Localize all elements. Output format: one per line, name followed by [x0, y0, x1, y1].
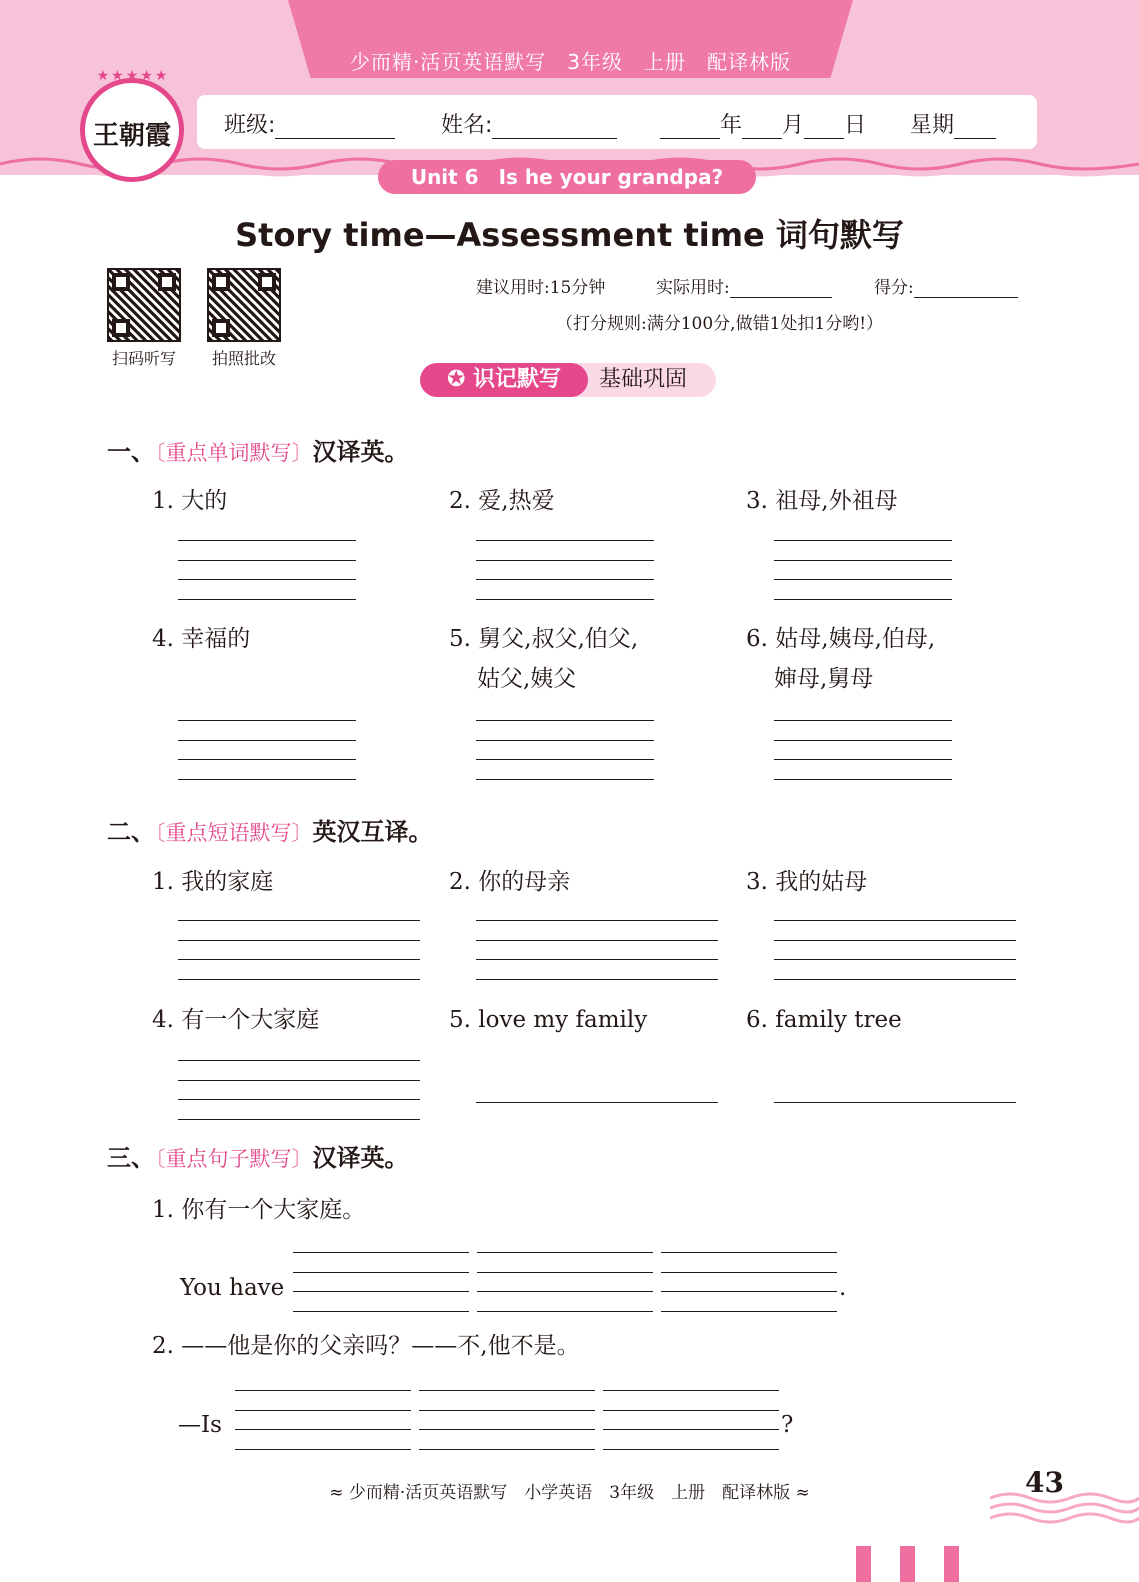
q2-item-2: 2. 你的母亲 [449, 869, 571, 895]
q1-answer-6[interactable] [774, 720, 952, 780]
page-number: 43 [1025, 1466, 1064, 1499]
q3-answer-2a[interactable] [235, 1390, 411, 1450]
weekday-field[interactable] [910, 108, 996, 139]
q3-end-1: . [839, 1275, 847, 1301]
q1-item-4: 4. 幸福的 [152, 626, 251, 652]
footer-text: ≈ 少而精·活页英语默写 小学英语 3年级 上册 配译林版 ≈ [329, 1483, 810, 1503]
q3-heading [107, 1138, 409, 1173]
q1-instruction: 汉译英。 [312, 438, 409, 466]
q1-item-6-line2: 婶母,舅母 [774, 666, 874, 692]
photo-qr-icon[interactable] [207, 268, 281, 342]
page-title: Story time—Assessment time 词句默写 [235, 216, 904, 254]
section-right: 基础巩固 [570, 363, 716, 397]
score-blank[interactable] [914, 277, 1018, 298]
q2-answer-6[interactable] [774, 1102, 1016, 1103]
q1-number: 一、 [107, 438, 155, 466]
q2-item-4: 4. 有一个大家庭 [152, 1007, 320, 1033]
suggested-time: 建议用时:15分钟 [476, 278, 606, 298]
q2-answer-1[interactable] [178, 920, 420, 980]
class-field[interactable] [224, 108, 395, 139]
q3-answer-1b[interactable] [477, 1252, 653, 1312]
class-blank[interactable] [275, 116, 395, 139]
photo-qr-label: 拍照批改 [211, 349, 276, 368]
q1-item-3: 3. 祖母,外祖母 [746, 488, 898, 514]
actual-time-blank[interactable] [730, 277, 832, 298]
q1-tag: 〔重点单词默写〕 [155, 441, 313, 465]
actual-time-label: 实际用时: [656, 278, 730, 298]
weekday-blank[interactable] [954, 116, 996, 139]
q3-prompt-1: You have [180, 1275, 285, 1301]
q2-item-5: 5. love my family [449, 1007, 648, 1033]
q3-answer-2c[interactable] [603, 1390, 779, 1450]
q3-item-1: 1. 你有一个大家庭。 [152, 1197, 366, 1223]
unit-title: Unit 6 Is he your grandpa? [378, 160, 756, 194]
q1-item-1: 1. 大的 [152, 488, 228, 514]
q2-answer-2[interactable] [476, 920, 718, 980]
footer-wave-icon [990, 1490, 1139, 1530]
series-title: 少而精·活页英语默写 3年级 上册 配译林版 [349, 50, 792, 74]
day-blank[interactable] [804, 116, 844, 139]
q1-answer-3[interactable] [774, 540, 952, 600]
month-blank[interactable] [742, 116, 782, 139]
edge-tab-3 [944, 1546, 959, 1582]
score-label: 得分: [874, 278, 914, 298]
section-left [420, 363, 588, 397]
q1-item-6-line1: 6. 姑母,姨母,伯母, [746, 626, 936, 652]
scoring-rule: （打分规则:满分100分,做错1处扣1分哟!） [556, 314, 884, 334]
q3-answer-1a[interactable] [293, 1252, 469, 1312]
edge-tab-2 [900, 1546, 915, 1582]
q2-answer-5[interactable] [476, 1102, 718, 1103]
month-label: 月 [782, 113, 805, 138]
q1-answer-1[interactable] [178, 540, 356, 600]
q3-prompt-2: —Is [178, 1412, 222, 1438]
q2-number: 二、 [107, 818, 155, 846]
q2-item-1: 1. 我的家庭 [152, 869, 274, 895]
q1-item-5-line1: 5. 舅父,叔父,伯父, [449, 626, 639, 652]
actual-time-field[interactable] [656, 273, 832, 298]
logo-text: 王朝霞 [92, 121, 171, 151]
q1-item-2: 2. 爱,热爱 [449, 488, 555, 514]
q1-item-6 [746, 619, 935, 699]
weekday-label: 星期 [910, 113, 955, 138]
q3-instruction: 汉译英。 [312, 1144, 409, 1172]
listen-qr-icon[interactable] [107, 268, 181, 342]
class-label: 班级: [224, 113, 276, 138]
score-field[interactable] [874, 273, 1018, 298]
q1-answer-2[interactable] [476, 540, 654, 600]
name-blank[interactable] [492, 116, 617, 139]
logo-stars-icon: ★★★★★ [96, 68, 170, 84]
q2-answer-4[interactable] [178, 1060, 420, 1120]
date-field[interactable] [660, 108, 866, 139]
q2-item-6: 6. family tree [746, 1007, 902, 1033]
q1-answer-5[interactable] [476, 720, 654, 780]
edge-tab-1 [856, 1546, 871, 1582]
q2-item-3: 3. 我的姑母 [746, 869, 868, 895]
q3-tag: 〔重点句子默写〕 [155, 1147, 313, 1171]
year-label: 年 [720, 113, 743, 138]
q3-number: 三、 [107, 1144, 155, 1172]
section-left-label: 识记默写 [473, 367, 562, 392]
q2-instruction: 英汉互译。 [312, 818, 433, 846]
name-label: 姓名: [441, 113, 493, 138]
q1-item-5-line2: 姑父,姨父 [477, 666, 577, 692]
listen-qr-label: 扫码听写 [111, 349, 176, 368]
brand-logo [80, 78, 184, 182]
q1-heading [107, 432, 409, 467]
q3-item-2: 2. ——他是你的父亲吗？——不,他不是。 [152, 1333, 580, 1359]
q1-item-5 [449, 619, 638, 699]
q3-end-2: ? [781, 1412, 794, 1438]
q2-answer-3[interactable] [774, 920, 1016, 980]
day-label: 日 [844, 113, 867, 138]
q2-heading [107, 812, 433, 847]
name-field[interactable] [441, 108, 617, 139]
medal-icon: ✪ [446, 367, 474, 392]
q3-answer-2b[interactable] [419, 1390, 595, 1450]
q2-tag: 〔重点短语默写〕 [155, 821, 313, 845]
q1-answer-4[interactable] [178, 720, 356, 780]
year-blank[interactable] [660, 116, 720, 139]
q3-answer-1c[interactable] [661, 1252, 837, 1312]
